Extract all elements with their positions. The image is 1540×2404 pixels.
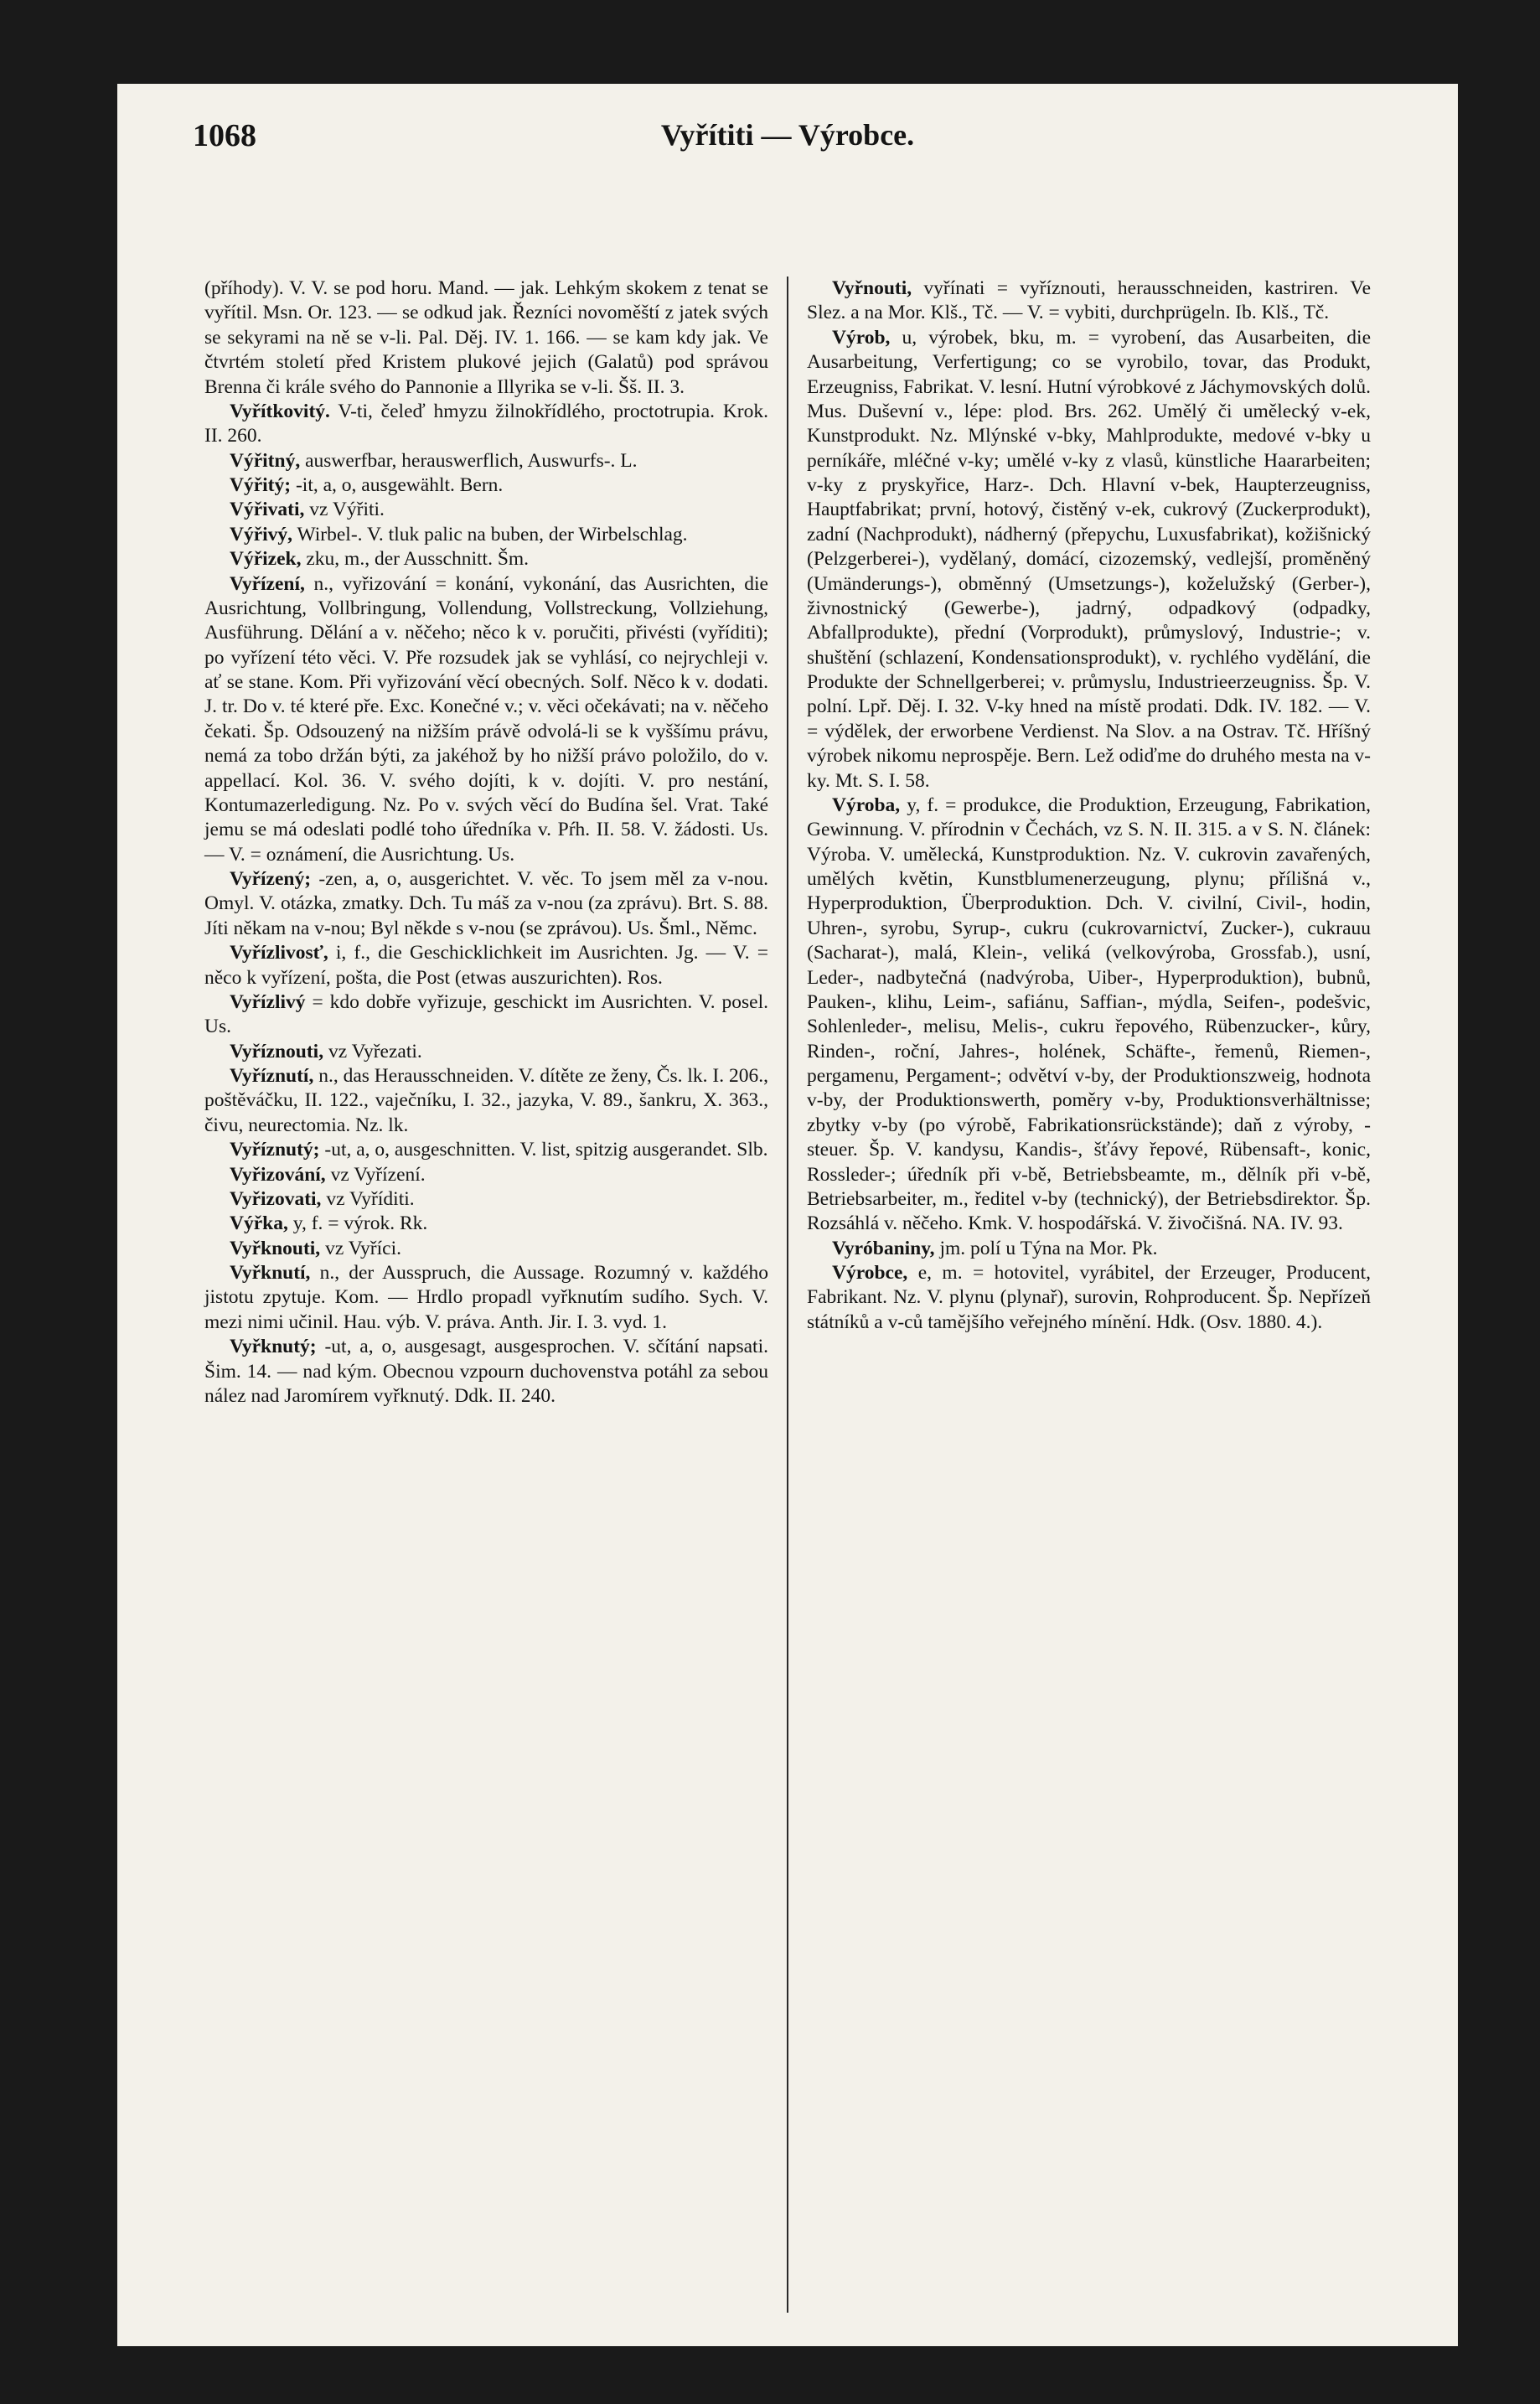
entry-body: vz Vyřízení. — [325, 1163, 426, 1186]
page-title: Vyřítiti — Výrobce. — [660, 118, 915, 152]
entry-body: jm. polí u Týna na Mor. Pk. — [934, 1237, 1158, 1259]
entry-body: -ut, a, o, ausgesagt, ausgesprochen. V. sčítání napsati. Šim. 14. — nad kým. Obecnou vzpourn duchovenstva potáhl za sebou nález nad Jaromírem vyřknutý. Ddk. II. 240. — [204, 1336, 768, 1407]
entry-body: vz Výřiti. — [304, 499, 385, 521]
dictionary-entry — [204, 277, 768, 400]
dictionary-entry — [204, 1335, 768, 1409]
entry-body: -it, a, o, ausgewählt. Bern. — [291, 474, 504, 496]
dictionary-entry — [204, 1138, 768, 1162]
entry-headword: Vyříznouti, — [230, 1040, 324, 1062]
dictionary-entry — [807, 794, 1371, 1237]
entry-body: = kdo dobře vyřizuje, geschickt im Ausrichten. V. posel. Us. — [204, 990, 768, 1038]
entry-headword: Výřka, — [230, 1212, 288, 1235]
entry-body: e, m. = hotovitel, vyrábitel, der Erzeuger, Producent, Fabrikant. Nz. V. plynu (plynař), surovin, Rohproducent. Šp. Nepřízeň státníků a v-ců tamějšího veřejného mínění. Hdk. (Osv. 1880. 4.). — [807, 1262, 1371, 1333]
entry-body: n., der Ausspruch, die Aussage. Rozumný v. každého jistotu zpytuje. Kom. — Hrdlo propadl vyřknutím sudího. Sych. V. mezi nimi učinil. Hau. výb. V. práva. Anth. Jir. I. 3. vyd. 1. — [204, 1262, 768, 1333]
entry-headword: Výřivý, — [230, 523, 293, 545]
page-number: 1068 — [193, 118, 256, 153]
dictionary-entry — [204, 941, 768, 990]
entry-headword: Vyřknutý; — [230, 1336, 317, 1358]
dictionary-entry — [807, 326, 1371, 794]
dictionary-entry — [204, 990, 768, 1040]
entry-headword: Výřitný, — [230, 449, 301, 472]
dictionary-entry — [204, 572, 768, 868]
entry-headword: Vyřnouti, — [832, 277, 912, 299]
dictionary-entry — [204, 449, 768, 473]
dictionary-entry — [204, 1261, 768, 1335]
entry-headword: Výřizek, — [230, 548, 302, 571]
dictionary-entry — [204, 1212, 768, 1236]
entry-body: n., das Herausschneiden. V. dítěte ze ženy, Čs. lk. I. 206., poštěváčku, II. 122., vaječníku, I. 32., jazyka, V. 89., šankru, X. 363., čivu, neurectomia. Nz. lk. — [204, 1065, 768, 1136]
entry-headword: Vyřknouti, — [230, 1237, 321, 1259]
dictionary-entry — [204, 547, 768, 571]
entry-headword: Výřitý; — [230, 474, 292, 496]
dictionary-entry — [204, 1163, 768, 1187]
entry-body: u, výrobek, bku, m. = vyrobení, das Ausarbeiten, die Ausarbeitung, Verfertigung; co se vyrobilo, tovar, das Produkt, Erzeugniss, Fabrikat. V. lesní. Hutní výrobkové z Jáchymovských dolů. Mus. Duševní v., lépe: plod. Brs. 262. Umělý či umělecký v-ek, Kunstprodukt. Nz. Mlýnské v-bky, Mahlprodukte, medové v-bky u perníkáře, mléčné v-ky; umělé v-ky z vlasů, künstliche Haararbeiten; v-ky z pryskyřice, Harz-. Dch. Hlavní v-bek, Haupterzeugniss, Hauptfabrikat; první, hotový, čistěný v-ek, cukrový (Zuckerprodukt), zadní (Nachprodukt), nádherný (přepychu, Luxusfabrikat), kožišnický (Pelzgerberei-), vydělaný, domácí, cizozemský, vedlejší, proměněný (Umänderungs-), obměnný (Umsetzungs-), koželužský (Gerber-), živnostnický (Gewerbe-), jadrný, odpadkový (odpadky, Abfallprodukte), přední (Vorprodukt), průmyslový, Industrie-; v. shuštění (schlazení, Kondensationsprodukt), v. rychlého vydělání, die Produkte der Schnellgerberei; v. průmyslu, Industrieerzeugniss. Šp. V. polní. Lpř. Děj. I. 32. V-ky hned na místě prodati. Ddk. IV. 182. — V. = výdělek, der erworbene Verdienst. Na Slov. a na Ostrav. Tč. Hříšný výrobek nikomu neprospěje. Bern. Lež odiďme do druhého mesta na v-ky. Mt. S. I. 58. — [807, 326, 1372, 792]
entry-headword: Vyřízení, — [230, 572, 305, 595]
dictionary-entry — [807, 277, 1371, 326]
entry-headword: Vyříznutí, — [230, 1065, 314, 1087]
entry-body: y, f. = výrok. Rk. — [287, 1212, 428, 1235]
dictionary-entry — [807, 1237, 1371, 1261]
entry-headword: Vyřízený; — [230, 868, 312, 890]
entry-headword: Vyřknutí, — [230, 1262, 311, 1284]
right-column — [795, 277, 1382, 2313]
dictionary-entry — [204, 1064, 768, 1138]
running-head — [193, 117, 1382, 168]
dictionary-entry — [204, 473, 768, 498]
entry-headword: Vyřítkovitý. — [230, 400, 330, 422]
entry-body: i, f., die Geschicklichkeit im Ausrichten. Jg. — V. = něco k vyřízení, pošta, die Post (etwas auszurichten). Ros. — [204, 942, 768, 989]
left-column — [193, 277, 780, 2313]
entry-body: vyřínati = vyříznouti, herausschneiden, kastriren. Ve Slez. a na Mor. Klš., Tč. — V. = vybiti, durchprügeln. Ib. Klš., Tč. — [807, 277, 1371, 324]
entry-headword: Vyróbaniny, — [832, 1237, 935, 1259]
dictionary-entry — [204, 400, 768, 449]
entry-body: vz Vyřezati. — [323, 1040, 422, 1062]
entry-body: Wirbel-. V. tluk palic na buben, der Wirbelschlag. — [292, 523, 688, 545]
dictionary-entry — [204, 498, 768, 522]
entry-body: V-ti, čeleď hmyzu žilnokřídlého, proctotrupia. Krok. II. 260. — [204, 400, 768, 447]
entry-body: zku, m., der Ausschnitt. Šm. — [301, 548, 530, 571]
dictionary-page — [117, 84, 1458, 2346]
dictionary-entry — [204, 523, 768, 547]
dictionary-entry — [204, 1040, 768, 1064]
entry-body: -zen, a, o, ausgerichtet. V. věc. To jsem měl za v-nou. Omyl. V. otázka, zmatky. Dch. Tu máš za v-nou (za zprávu). Brt. S. 88. Jíti někam na v-nou; Byl někde s v-nou (se zprávou). Us. Šml., Němc. — [204, 868, 768, 939]
entry-headword: Výřivati, — [230, 499, 305, 521]
entry-headword: Výrobce, — [832, 1262, 908, 1284]
entry-body: y, f. = produkce, die Produktion, Erzeugung, Fabrikation, Gewinnung. V. přírodnin v Čechách, vz S. N. II. 315. a v S. N. článek: Výroba. V. umělecká, Kunstproduktion. Nz. V. cukrovin zavařených, umělých květin, Kunstblumenerzeugung, plynu; přílišná v., Hyperproduktion, Überproduktion. Dch. V. civilní, Civil-, hodin, Uhren-, syrobu, Syrup-, cukru (cukrovarnictví, Zucker-), cukrauu (Sacharat-), malá, Klein-, veliká (velkovýroba, Grossfab.), usní, Leder-, nadbytečná (nadvýroba, Uiber-, Hyperproduktion), bubnů, Pauken-, klihu, Leim-, safiánu, Saffian-, mýdla, Seifen-, podešvic, Sohlenleder-, melisu, Melis-, cukru řepového, Rübenzucker-, kůry, Rinden-, roční, Jahres-, holének, Schäfte-, řemenů, Riemen-, pergamenu, Pergament-; odvětví v-by, der Produktionszweig, hodnota v-by, der Produktionswerth, poměry v-by, Produktionsverhältnisse; zbytky v-by (po výrobě, Fabrikationsrückstände); daň z výroby, -steuer. Šp. V. kandysu, Kandis-, šťávy řepové, Rübensaft-, konic, Rossleder-; úředník při v-bě, Betriebsbeamte, m., dělník při v-bě, Betriebsarbeiter, m., ředitel v-by (technický), der Betriebsdirektor. Šp. Rozsáhlá v. něčeho. Kmk. V. hospodářská. V. živočišná. NA. IV. 93. — [807, 794, 1371, 1235]
entry-body: vz Vyříci. — [320, 1237, 401, 1259]
entry-headword: Výroba, — [832, 794, 901, 816]
entry-headword: Vyřizování, — [230, 1163, 326, 1186]
entry-headword: Vyříznutý; — [230, 1139, 320, 1161]
dictionary-entry — [807, 1261, 1371, 1335]
dictionary-entry — [204, 1237, 768, 1261]
entry-body: -ut, a, o, ausgeschnitten. V. list, spitzig ausgerandet. Slb. — [319, 1139, 768, 1161]
dictionary-entry — [204, 867, 768, 941]
entry-headword: Vyřizovati, — [230, 1187, 322, 1210]
entry-body: vz Vyříditi. — [321, 1187, 415, 1210]
entry-body: auswerfbar, herauswerflich, Auswurfs-. L. — [300, 449, 638, 472]
entry-headword: Vyřízlivý — [230, 990, 306, 1013]
entry-body: n., vyřizování = konání, vykonání, das Ausrichten, die Ausrichtung, Vollbringung, Vollendung, Vollstreckung, Vollziehung, Ausführung. Dělání a v. něčeho; něco k v. poručiti, přivésti (vyříditi); po vyřízení této věci. V. Pře rozsudek jak se vyhlásí, co nejrychleji v. ať se stane. Kom. Při vyřizování věcí obecných. Solf. Něco k v. dodati. J. tr. Do v. té které pře. Exc. Konečné v.; v. věci očekávati; na v. něčeho čekati. Šp. Odsouzený na nižším právě odvolá-li se k vyššímu právu, nemá za tobo držán býti, za jakéhož by ho nižší právo položilo, do v. appellací. Kol. 36. V. svého dojíti, k v. dojíti. V. pro nestání, Kontumazerledigung. Nz. Po v. svých věcí do Budína šel. Vrat. Také jemu se má odeslati podlé toho úředníka v. Pŕh. II. 58. V. žádosti. Us. — V. = oznámení, die Ausrichtung. Us. — [204, 572, 768, 866]
text-columns — [193, 277, 1382, 2313]
entry-headword: Vyřízlivosť, — [230, 942, 328, 964]
column-divider — [787, 277, 788, 2313]
entry-headword: Výrob, — [832, 326, 891, 349]
dictionary-entry — [204, 1187, 768, 1212]
entry-body: (příhody). V. V. se pod horu. Mand. — jak. Lehkým skokem z tenat se vyřítil. Msn. Or. 123. — se odkud jak. Řezníci novoměští z jatek svých se sekyrami na ně se v-li. Pal. Děj. IV. 1. 166. — se kam kdy jak. Ve čtvrtém století před Kristem plukové jejich (Galatů) pod správou Brenna či krále svého do Pannonie a Illyrika se v-li. Šš. II. 3. — [204, 277, 768, 398]
